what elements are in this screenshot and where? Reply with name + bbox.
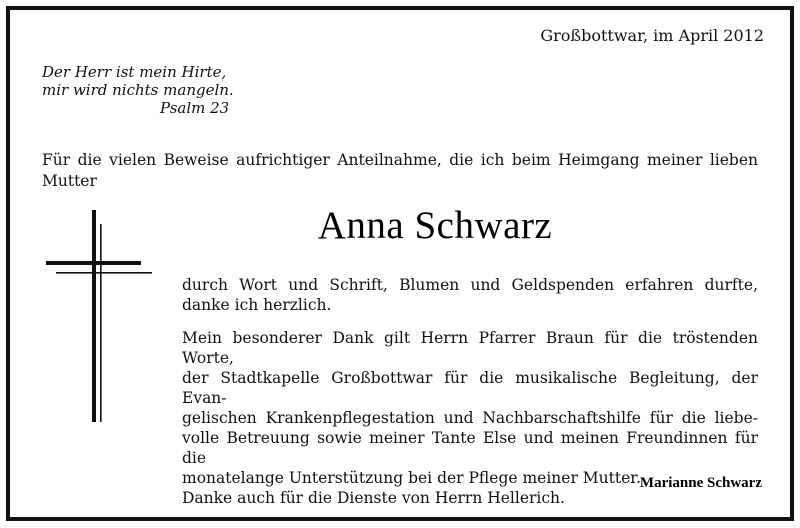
psalm-reference: Psalm 23 <box>160 99 230 117</box>
special-thanks-line: gelischen Krankenpflegestation und Nachbarschaftshilfe für die liebe- <box>182 409 758 427</box>
place-date: Großbottwar, im April 2012 <box>540 26 764 45</box>
signature: Marianne Schwarz <box>639 475 762 491</box>
deceased-name: Anna Schwarz <box>317 204 553 247</box>
psalm-quote <box>42 63 242 117</box>
special-thanks-line: der Stadtkapelle Großbottwar für die musikalische Begleitung, der Evan- <box>182 369 758 407</box>
thanks-paragraph: durch Wort und Schrift, Blumen und Geldspenden erfahren durfte, danke ich herzlich. <box>182 276 758 314</box>
special-thanks-line: volle Betreuung sowie meiner Tante Else und meinen Freundinnen für die <box>182 429 758 467</box>
special-thanks-line: monatelange Unterstützung bei der Pflege meiner Mutter. <box>182 469 641 487</box>
psalm-line-2: mir wird nichts mangeln. <box>42 81 234 99</box>
psalm-line-1: Der Herr ist mein Hirte, <box>42 63 227 81</box>
cross-icon <box>40 210 160 425</box>
special-thanks-line: Danke auch für die Dienste von Herrn Hellerich. <box>182 489 565 507</box>
special-thanks-line: Mein besonderer Dank gilt Herrn Pfarrer Braun für die tröstenden Worte, <box>182 329 758 367</box>
intro-text: Für die vielen Beweise aufrichtiger Anteilnahme, die ich beim Heimgang meiner lieben Mutter <box>42 151 758 190</box>
